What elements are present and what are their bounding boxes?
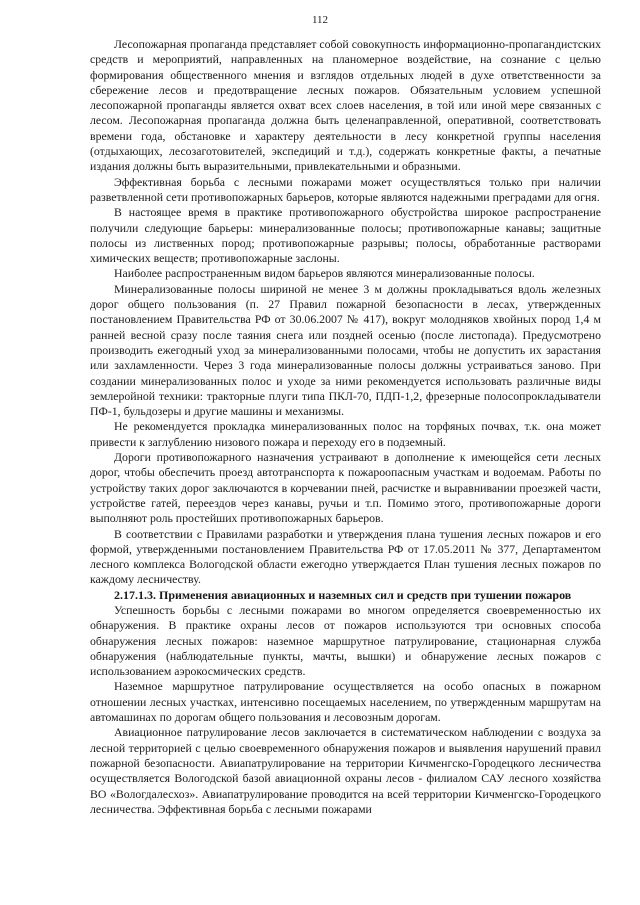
paragraph: Лесопожарная пропаганда представляет собой совокупность информационно-пропагандистских средств и мероприятий, направленных на планомерное воздействие, на сознание с целью формирования общественного мнения и взглядов отдельных людей в духе ответственности за сбережение лесов и предотвращение лесных пожаров. Обязательным условием успешной лесопожарной пропаганды является охват всех слоев населения, в той или иной мере связанных с лесом. Лесопожарная пропаганда должна быть целенаправленной, оперативной, соответствовать времени года, обстановке и характеру деятельности в лесу конкретной группы населения (отдыхающих, лесозаготовителей, экспедиций и т.д.), содержать конкретные факты, а печатные издания должны быть выразительными, привлекательными и образными. xyxy=(90,37,601,174)
paragraph: В настоящее время в практике противопожарного обустройства широкое распространение получили следующие барьеры: минерализованные полосы; противопожарные канавы; защитные полосы из лиственных пород; противопожарные разрывы; полосы, обработанные растворами химических веществ; противопожарные заслоны. xyxy=(90,205,601,266)
paragraph: В соответствии с Правилами разработки и утверждения плана тушения лесных пожаров и его формой, утвержденными постановлением Правительства РФ от 17.05.2011 № 377, Департаментом лесного комплекса Вологодской области ежегодно утверждается План тушения лесных пожаров по каждому лесничеству. xyxy=(90,526,601,587)
document-body xyxy=(90,37,601,817)
section-heading: 2.17.1.3. Применения авиационных и наземных сил и средств при тушении пожаров xyxy=(114,587,572,602)
paragraph: Наиболее распространенным видом барьеров являются минерализованные полосы. xyxy=(114,266,535,281)
paragraph: Не рекомендуется прокладка минерализованных полос на торфяных почвах, т.к. она может привести к заглублению низового пожара и переходу его в подземный. xyxy=(90,419,601,449)
paragraph: Эффективная борьба с лесными пожарами может осуществляться только при наличии разветвленной сети противопожарных барьеров, которые являются надежными преградами для огня. xyxy=(90,174,601,204)
paragraph: Успешность борьбы с лесными пожарами во многом определяется своевременностью их обнаружения. В практике охраны лесов от пожаров используются три основных способа обнаружения лесных пожаров: наземное маршрутное патрулирование, стационарная служба обнаружения (наблюдательные пункты, мачты, вышки) и обнаружение лесных пожаров с использованием аэрокосмических средств. xyxy=(90,602,601,679)
paragraph: Авиационное патрулирование лесов заключается в систематическом наблюдении с воздуха за лесной территорией с целью своевременного обнаружения пожаров и выявления нарушений правил пожарной безопасности. Авиапатрулирование на территории Кичменгско-Городецкого лесничества осуществляется Вологодской базой авиационной охраны лесов - филиалом САУ лесного хозяйства ВО «Вологдалесхоз». Авиапатрулирование проводится на всей территории Кичменгско-Городецкого лесничества. Эффективная борьба с лесными пожарами xyxy=(90,725,601,816)
paragraph: Наземное маршрутное патрулирование осуществляется на особо опасных в пожарном отношении лесных участках, интенсивно посещаемых населением, по утвержденным маршрутам на автомашинах по дорогам общего пользования и лесовозным дорогам. xyxy=(90,679,601,725)
paragraph: Дороги противопожарного назначения устраивают в дополнение к имеющейся сети лесных дорог, чтобы обеспечить проезд автотранспорта к пожароопасным участкам и водоемам. Работы по устройству таких дорог заключаются в корчевании пней, расчистке и выравнивании проезжей части, устройстве гатей, переездов через канавы, ручьи и т.п. Помимо этого, противопожарные дороги выполняют роль простейших противопожарных барьеров. xyxy=(90,450,601,526)
paragraph: Минерализованные полосы шириной не менее 3 м должны прокладываться вдоль железных дорог общего пользования (п. 27 Правил пожарной безопасности в лесах, утвержденных постановлением Правительства РФ от 30.06.2007 № 417), вокруг молодняков хвойных пород 1,4 м ранней весной сразу после таяния снега или поздней осенью (после листопада). Предусмотрено производить ежегодный уход за минерализованными полосами, чтобы не допустить их зарастания или захламленности. Через 3 года минерализованные полосы должны устраиваться заново. При создании минерализованных полос и уходе за ними рекомендуется использовать различные виды землеройной техники: тракторные плуги типа ПКЛ-70, ПДП-1,2, фрезерные полосопрокладыватели ПФ-1, бульдозеры и другие машины и механизмы. xyxy=(90,281,601,419)
page-number: 112 xyxy=(311,14,329,26)
